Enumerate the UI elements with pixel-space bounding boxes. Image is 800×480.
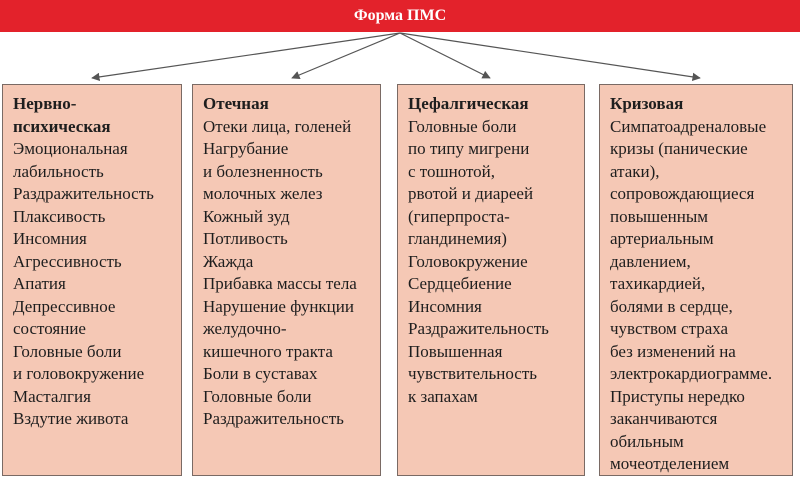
connector-arrows [0, 0, 800, 90]
list-item: Боли в суставах [203, 364, 318, 383]
list-item: давлением, [610, 251, 691, 271]
list-item: кризы (панические [610, 139, 748, 158]
list-item: по типу мигрени [408, 139, 530, 158]
list-item: рвотой и диареей [408, 184, 534, 203]
list-item: повышенным [610, 206, 709, 226]
list-item: Прибавка массы тела [203, 274, 357, 293]
column-otechnaya [192, 84, 381, 476]
column-title: Кризовая [610, 94, 684, 113]
list-item: Симпатоадреналовые [610, 116, 767, 136]
list-item: Жажда [203, 251, 254, 271]
list-item: Головокружение [408, 251, 528, 271]
list-item: чувством страха [610, 319, 729, 338]
list-item: чувствительность [408, 364, 538, 383]
list-item: Инсомния [408, 296, 482, 316]
list-item: Масталгия [13, 386, 91, 406]
list-item: Раздражительность [408, 319, 549, 338]
list-item: Приступы нередко [610, 386, 745, 406]
list-item: атаки), [610, 161, 660, 181]
list-item: к запахам [408, 386, 478, 406]
list-item: Апатия [13, 274, 66, 293]
list-item: Депрессивное [13, 296, 116, 316]
column-krizovaya [599, 84, 793, 476]
list-item: состояние [13, 319, 86, 338]
list-item: Повышенная [408, 341, 503, 361]
list-item: Головные боли [13, 341, 122, 361]
list-item: Раздражительность [203, 409, 344, 428]
list-item: обильным [610, 431, 684, 451]
list-item: лабильность [13, 161, 104, 181]
list-item: Плаксивость [13, 206, 106, 226]
list-item: Головные боли [203, 386, 312, 406]
list-item: гландинемия) [408, 229, 507, 248]
list-item: болями в сердце, [610, 296, 733, 316]
list-item: Агрессивность [13, 251, 122, 271]
list-item: кишечного тракта [203, 341, 333, 361]
list-item: с тошнотой, [408, 161, 496, 181]
list-item: Нагрубание [203, 139, 289, 158]
list-item: Вздутие живота [13, 409, 129, 428]
list-item: электрокардиограмме. [610, 364, 773, 383]
list-item: и головокружение [13, 364, 145, 383]
list-item: и болезненность [203, 161, 323, 181]
diagram-title: Форма ПМС [353, 7, 447, 24]
list-item: Нарушение функции [203, 296, 354, 316]
list-item: артериальным [610, 229, 714, 248]
list-item: Отеки лица, голеней [203, 116, 352, 136]
column-title: Цефалгическая [408, 94, 529, 113]
list-item: (гиперпроста- [408, 206, 510, 226]
column-title: Нервно- психическая [13, 94, 111, 136]
list-item: желудочно- [203, 319, 287, 338]
list-item: Головные боли [408, 116, 517, 136]
list-item: Раздражительность [13, 184, 154, 203]
list-item: молочных желез [203, 184, 323, 203]
column-tsefalgicheskaya [397, 84, 585, 476]
column-title: Отечная [203, 94, 269, 113]
column-nervno-psikhicheskaya [2, 84, 182, 476]
arrow-to-col-2 [292, 33, 400, 78]
list-item: Эмоциональная [13, 139, 128, 158]
list-item: тахикардией, [610, 274, 706, 293]
list-item: сопровождающиеся [610, 184, 755, 203]
arrow-to-col-1 [92, 33, 400, 78]
list-item: Инсомния [13, 229, 87, 248]
list-item: Кожный зуд [203, 206, 290, 226]
list-item: Потливость [203, 229, 288, 248]
list-item: без изменений на [610, 341, 736, 361]
list-item: Сердцебиение [408, 274, 512, 293]
list-item: заканчиваются [610, 409, 718, 428]
list-item: мочеотделением [610, 454, 730, 473]
